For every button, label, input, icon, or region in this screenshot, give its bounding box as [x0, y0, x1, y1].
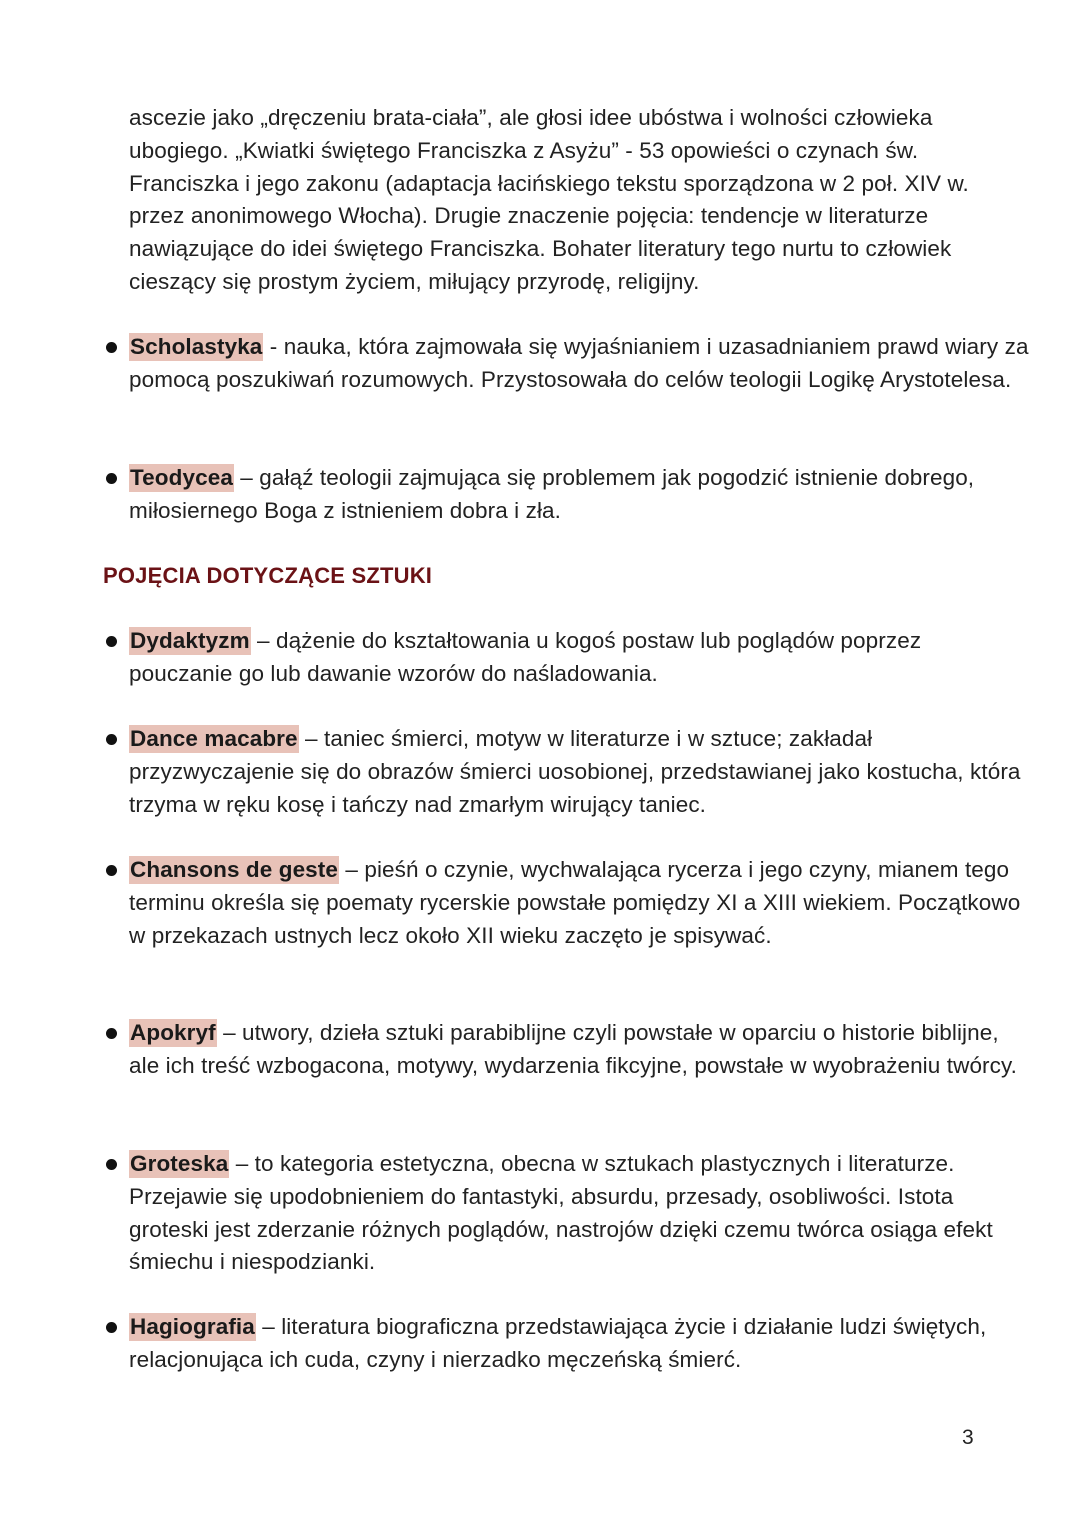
term-highlight: Teodycea [130, 465, 233, 490]
term-definition: – dążenie do kształtowania u kogoś postaw lub poglądów poprzez pouczanie go lub dawanie wzorów do naśladowania. [129, 628, 922, 686]
bullet-icon [106, 473, 117, 484]
bullet-icon [106, 1322, 117, 1333]
term-highlight: Groteska [130, 1151, 229, 1176]
list-item-chansons-de-geste [100, 854, 1029, 952]
term-definition: – pieśń o czynie, wychwalająca rycerza i jego czyny, mianem tego terminu określa się poematy rycerskie powstałe pomiędzy XI a XIII wiekiem. Początkowo w przekazach ustnych lecz około XII wieku zaczęto je spisywać. [129, 857, 1021, 948]
term-highlight: Chansons de geste [130, 857, 339, 882]
term-highlight: Dance macabre [130, 726, 298, 751]
section-heading: POJĘCIA DOTYCZĄCE SZTUKI [103, 563, 433, 588]
intro-paragraph: ascezie jako „dręczeniu brata-ciała”, ale głosi idee ubóstwa i wolności człowieka ubogiego. „Kwiatki świętego Franciszka z Asyżu” - 53 opowieści o czynach św. Franciszka i jego zakonu (adaptacja łacińskiego tekstu sporządzona w 2 poł. XIV w. przez anonimowego Włocha). Drugie znaczenie pojęcia: tendencje w literaturze nawiązujące do idei świętego Franciszka. Bohater literatury tego nurtu to człowiek cieszący się prostym życiem, miłujący przyrodę, religijny. [129, 105, 969, 294]
bullet-icon [106, 865, 117, 876]
list-item-scholastyka [100, 331, 1029, 397]
bullet-icon [106, 636, 117, 647]
page-number: 3 [962, 1426, 974, 1449]
term-definition: – literatura biograficzna przedstawiająca życie i działanie ludzi świętych, relacjonująca ich cuda, czyny i nierzadko męczeńską śmierć. [129, 1314, 987, 1372]
list-item-groteska [100, 1148, 1029, 1279]
list-item-dydaktyzm [100, 625, 1029, 691]
bullet-icon [106, 1028, 117, 1039]
list-item-dance-macabre [100, 723, 1029, 821]
term-definition: – taniec śmierci, motyw w literaturze i w sztuce; zakładał przyzwyczajenie się do obrazów śmierci uosobionej, przedstawianej jako kostucha, która trzyma w ręku kosę i tańczy nad zmarłym wirujący taniec. [129, 726, 1021, 817]
term-highlight: Scholastyka [130, 334, 263, 359]
list-item-hagiografia [100, 1311, 1029, 1377]
list-item-teodycea [100, 462, 1029, 528]
list-item-apokryf [100, 1017, 1029, 1083]
term-highlight: Apokryf [130, 1020, 216, 1045]
term-definition: - nauka, która zajmowała się wyjaśnianiem i uzasadnianiem prawd wiary za pomocą poszukiwań rozumowych. Przystosowała do celów teologii Logikę Arystotelesa. [129, 334, 1029, 392]
term-highlight: Hagiografia [130, 1314, 255, 1339]
bullet-icon [106, 342, 117, 353]
term-highlight: Dydaktyzm [130, 628, 250, 653]
term-definition: – utwory, dzieła sztuki parabiblijne czyli powstałe w oparciu o historie biblijne, ale ich treść wzbogacona, motywy, wydarzenia fikcyjne, powstałe w wyobrażeniu twórcy. [129, 1020, 1018, 1078]
term-definition: – gałąź teologii zajmująca się problemem jak pogodzić istnienie dobrego, miłosiernego Boga z istnieniem dobra i zła. [129, 465, 975, 523]
bullet-icon [106, 734, 117, 745]
bullet-icon [106, 1159, 117, 1170]
term-definition: – to kategoria estetyczna, obecna w sztukach plastycznych i literaturze. Przejawie się upodobnieniem do fantastyki, absurdu, przesady, osobliwości. Istota groteski jest zderzanie różnych poglądów, nastrojów dzięki czemu twórca osiąga efekt śmiechu i niespodzianki. [129, 1151, 993, 1275]
